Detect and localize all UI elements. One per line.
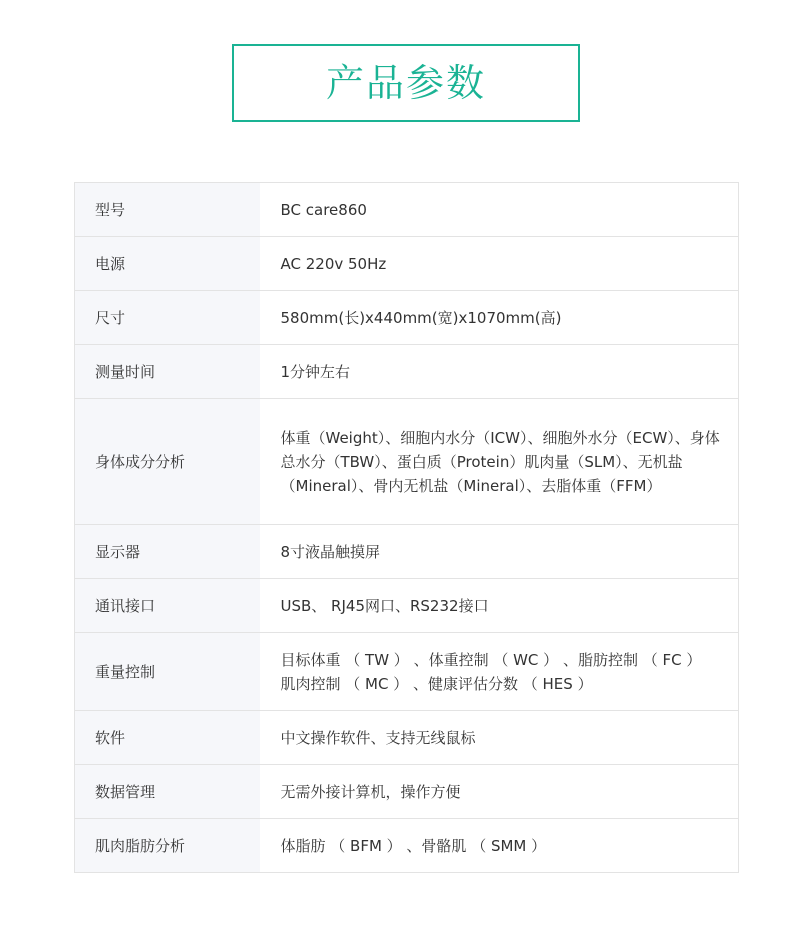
title-box bbox=[232, 44, 580, 122]
spec-row-dimensions bbox=[75, 291, 739, 345]
spec-label: 测量时间 bbox=[75, 345, 260, 399]
spec-row-display bbox=[75, 525, 739, 579]
page-title: 产品参数 bbox=[325, 61, 486, 105]
spec-table bbox=[74, 182, 739, 873]
spec-row-measure-time bbox=[75, 345, 739, 399]
spec-row-muscle-fat bbox=[75, 819, 739, 873]
spec-label: 显示器 bbox=[75, 525, 260, 579]
spec-row-software bbox=[75, 711, 739, 765]
spec-value: USB、 RJ45网口、RS232接口 bbox=[260, 579, 739, 633]
spec-row-body-composition bbox=[75, 399, 739, 525]
spec-value: 580mm(长)x440mm(宽)x1070mm(高) bbox=[260, 291, 739, 345]
spec-label: 肌肉脂肪分析 bbox=[75, 819, 260, 873]
spec-value: 目标体重 （ TW ） 、体重控制 （ WC ） 、脂肪控制 （ FC ） 肌肉控制 （ MC ） 、健康评估分数 （ HES ） bbox=[260, 633, 739, 711]
spec-value: 1分钟左右 bbox=[260, 345, 739, 399]
spec-row-model bbox=[75, 183, 739, 237]
spec-value: BC care860 bbox=[260, 183, 739, 237]
spec-label: 电源 bbox=[75, 237, 260, 291]
spec-row-data-management bbox=[75, 765, 739, 819]
spec-label: 通讯接口 bbox=[75, 579, 260, 633]
spec-value: AC 220v 50Hz bbox=[260, 237, 739, 291]
spec-row-power bbox=[75, 237, 739, 291]
spec-value: 体重（Weight）、细胞内水分（ICW）、细胞外水分（ECW）、身体总水分（TBW）、蛋白质（Protein）肌肉量（SLM）、无机盐（Mineral）、骨内无机盐（Mineral）、去脂体重（FFM） bbox=[260, 399, 739, 525]
spec-value: 体脂肪 （ BFM ） 、骨骼肌 （ SMM ） bbox=[260, 819, 739, 873]
spec-label: 数据管理 bbox=[75, 765, 260, 819]
spec-label: 尺寸 bbox=[75, 291, 260, 345]
spec-label: 型号 bbox=[75, 183, 260, 237]
spec-label: 软件 bbox=[75, 711, 260, 765]
spec-value: 中文操作软件、支持无线鼠标 bbox=[260, 711, 739, 765]
spec-label: 身体成分分析 bbox=[75, 399, 260, 525]
spec-label: 重量控制 bbox=[75, 633, 260, 711]
spec-row-interfaces bbox=[75, 579, 739, 633]
spec-value: 无需外接计算机，操作方便 bbox=[260, 765, 739, 819]
spec-row-weight-control bbox=[75, 633, 739, 711]
spec-value: 8寸液晶触摸屏 bbox=[260, 525, 739, 579]
